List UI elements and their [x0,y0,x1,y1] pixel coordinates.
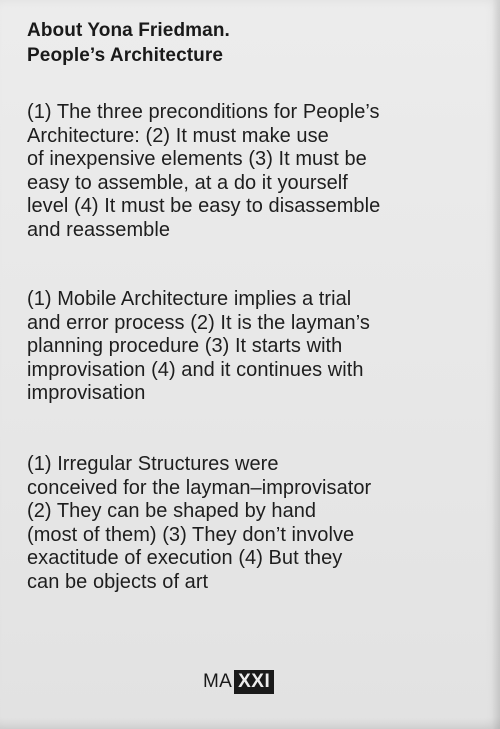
text-line: easy to assemble, at a do it yourself [27,171,348,194]
page-edge-shadow [492,0,500,729]
text-line: (most of them) (3) They don’t involve [27,523,355,546]
logo-text-ma: MA [203,671,233,692]
maxxi-logo [203,670,274,694]
paragraph-peoples-architecture [27,101,477,242]
logo-text-xxi: XXI [234,670,274,694]
text-line: and error process (2) It is the layman’s [27,311,370,334]
text-line: exactitude of execution (4) But they [27,547,343,569]
text-line: conceived for the layman–improvisator [27,476,372,499]
text-line: improvisation (4) and it continues with [27,358,364,381]
paragraph-mobile-architecture [27,288,477,406]
text-line: Architecture: (2) It must make use [27,124,329,147]
text-line: and reassemble [27,218,171,241]
text-line: (1) Mobile Architecture implies a trial [27,288,352,310]
text-line: of inexpensive elements (3) It must be [27,148,367,170]
text-line: (1) Irregular Structures were [27,453,279,475]
paragraph-irregular-structures [27,453,477,594]
text-line: level (4) It must be easy to disassemble [27,195,381,217]
page-title [27,18,467,68]
text-line: (1) The three preconditions for People’s [27,101,380,123]
text-line: improvisation [27,382,146,404]
text-line: can be objects of art [27,570,209,593]
title-line: People’s Architecture [27,45,224,66]
text-line: (2) They can be shaped by hand [27,500,317,522]
text-line: planning procedure (3) It starts with [27,335,343,357]
title-line: About Yona Friedman. [27,20,230,41]
page-bottom-shadow [0,717,500,729]
